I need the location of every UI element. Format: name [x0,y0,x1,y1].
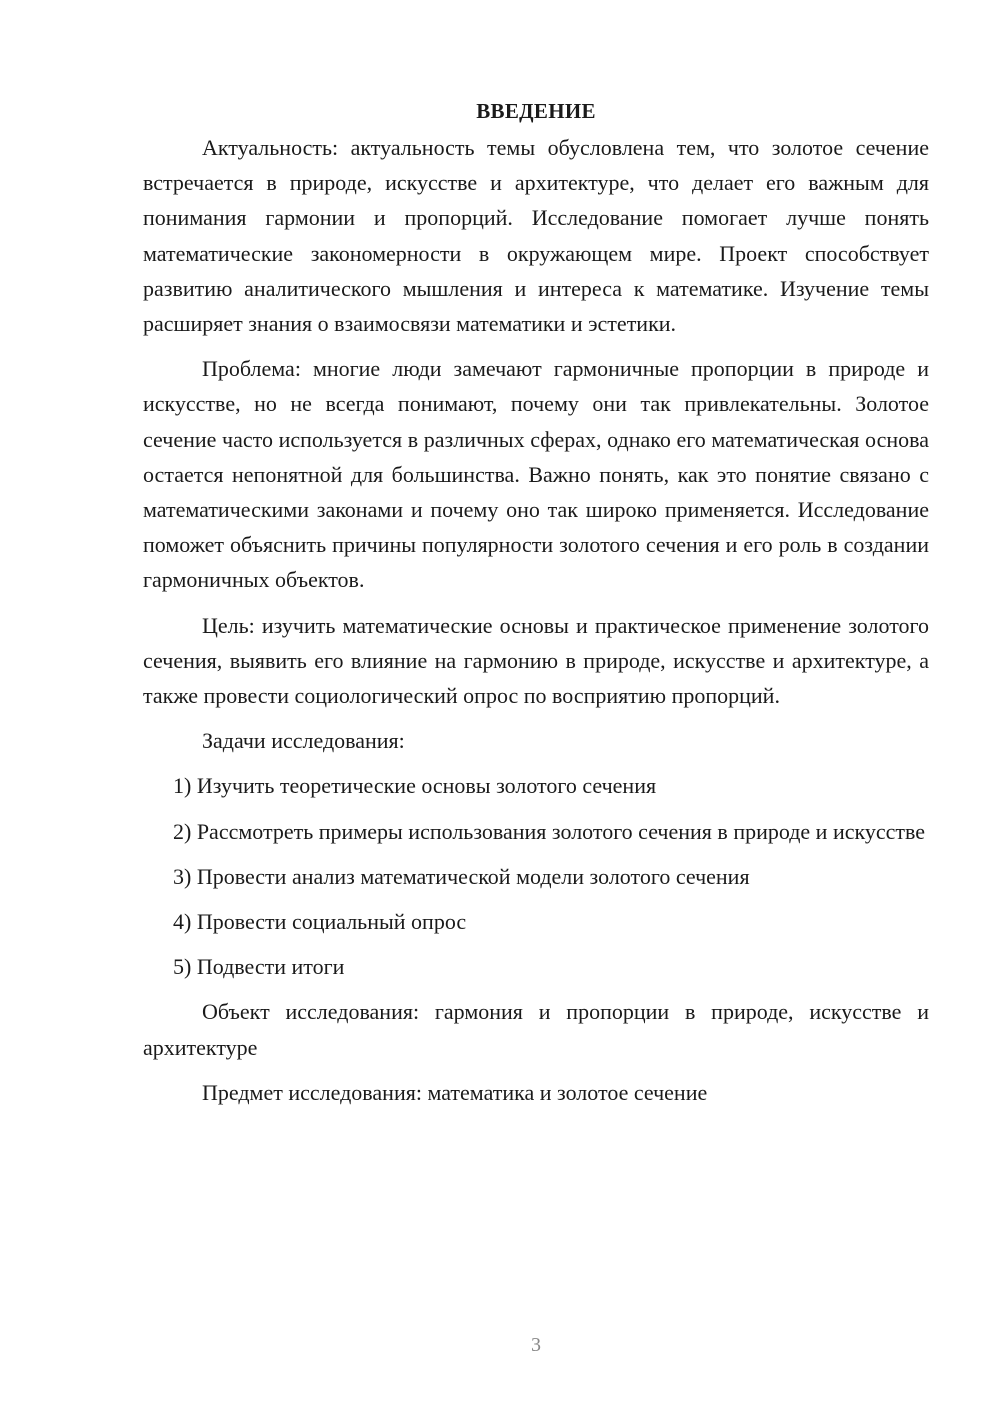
page-number: 3 [531,1334,541,1356]
document-page [143,96,929,1120]
task-item-4: 4) Провести социальный опрос [173,909,467,935]
goal-paragraph: Цель: изучить математические основы и практическое применение золотого сечения, выявить его влияние на гармонию в природе, искусстве и архитектуре, а также провести социологический опрос по восприятию пропорций. [143,612,929,709]
tasks-heading: Задачи исследования: [202,728,405,754]
research-subject-paragraph: Предмет исследования: математика и золотое сечение [202,1079,708,1105]
task-item-5: 5) Подвести итоги [173,954,345,980]
page-title: ВВЕДЕНИЕ [476,99,596,123]
task-item-2: 2) Рассмотреть примеры использования золотого сечения в природе и искусстве [173,818,926,844]
research-object-paragraph: Объект исследования: гармония и пропорции в природе, искусстве и архитектуре [143,999,929,1060]
task-item-3: 3) Провести анализ математической модели золотого сечения [173,863,750,889]
problem-paragraph: Проблема: многие люди замечают гармоничные пропорции в природе и искусстве, но не всегда понимают, почему они так привлекательны. Золотое сечение часто используется в различных сферах, однако его математическая основа остается непонятной для большинства. Важно понять, как это понятие связано с математическими законами и почему оно так широко применяется. Исследование поможет объяснить причины популярности золотого сечения и его роль в создании гармоничных объектов. [143,356,929,593]
task-item-1: 1) Изучить теоретические основы золотого сечения [173,773,657,799]
relevance-paragraph: Актуальность: актуальность темы обусловлена тем, что золотое сечение встречается в природе, искусстве и архитектуре, что делает его важным для понимания гармонии и пропорций. Исследование помогает лучше понять математические закономерности в окружающем мире. Проект способствует развитию аналитического мышления и интереса к математике. Изучение темы расширяет знания о взаимосвязи математики и эстетики. [143,135,929,337]
